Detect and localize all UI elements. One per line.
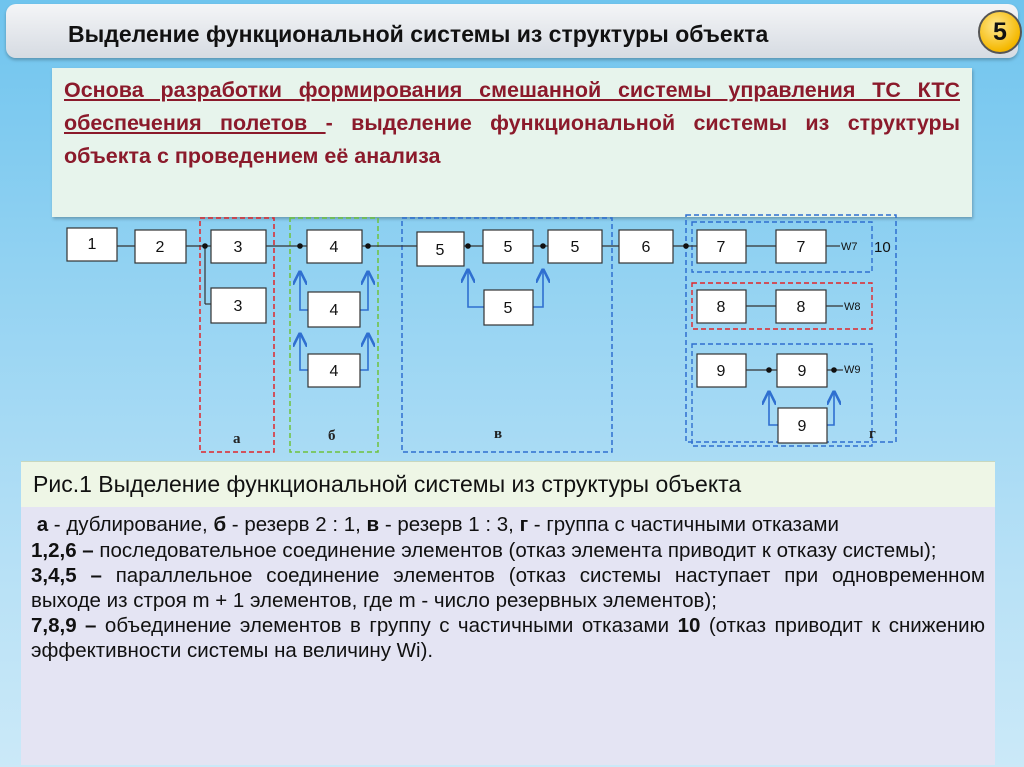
element-label-6: 6: [641, 239, 651, 256]
element-label-4c: 4: [329, 363, 339, 380]
group-label-a: а: [233, 431, 241, 447]
element-label-4b: 4: [329, 302, 339, 319]
element-label-9a: 9: [716, 363, 726, 380]
element-label-9b: 9: [797, 363, 807, 380]
legend-line-groups: [31, 513, 985, 538]
output-label-w7: W7: [841, 241, 858, 253]
intro-box: [52, 68, 972, 217]
output-label-w8: W8: [844, 301, 861, 313]
legend-text-v: - резерв 1 : 3,: [379, 513, 520, 536]
legend-box: [21, 507, 995, 765]
legend-text: [31, 513, 985, 664]
intro-rest: - выделение функциональной системы из структуры объекта с проведением её анализа: [64, 111, 960, 168]
legend-line-group: [31, 614, 985, 663]
legend-line-serial: [31, 539, 985, 564]
legend-key-b: б: [213, 513, 227, 536]
group-label-v: в: [494, 426, 503, 442]
legend-key-a: а: [36, 513, 49, 536]
element-label-7a: 7: [716, 239, 726, 256]
element-label-5b: 5: [503, 239, 513, 256]
reserve-arrows: [300, 270, 834, 425]
intro-text: [64, 74, 960, 173]
legend-text-group-tail: (отказ приводит к снижению эффективности системы на величину Wi).: [31, 614, 985, 662]
legend-text-b: - резерв 2 : 1,: [226, 513, 367, 536]
structure-diagram: [0, 212, 1024, 462]
legend-key-group: 7,8,9 –: [31, 614, 97, 637]
element-label-5c: 5: [570, 239, 580, 256]
legend-text-parallel: параллельное соединение элементов (отказ системы наступает при одновременном выходе из строя m + 1 элементов, где m - число резервных элементов);: [31, 564, 985, 612]
legend-key-g: г: [519, 513, 529, 536]
group-label-b: б: [328, 428, 336, 444]
output-label-w9: W9: [844, 364, 861, 376]
legend-text-a: - дублирование,: [48, 513, 214, 536]
element-label-7b: 7: [796, 239, 806, 256]
legend-key-v: в: [366, 513, 380, 536]
intro-underlined: Основа разработки формирования смешанной системы управления ТС КТС обеспечения полетов: [64, 78, 960, 135]
element-label-3b: 3: [233, 298, 243, 315]
legend-text-serial: последовательное соединение элементов (отказ элемента приводит к отказу системы);: [93, 538, 937, 562]
legend-text-group: объединение элементов в группу с частичными отказами: [96, 614, 678, 637]
title-bar: [6, 4, 1018, 58]
group-label-g: г: [869, 426, 876, 442]
figure-caption-box: [21, 461, 995, 508]
legend-line-parallel: [31, 564, 985, 613]
legend-text-g: - группа с частичными отказами: [528, 513, 839, 536]
group-number-10: 10: [874, 239, 891, 256]
element-label-1: 1: [87, 236, 97, 253]
element-label-8a: 8: [716, 299, 726, 316]
element-label-2: 2: [155, 239, 165, 256]
element-label-5d: 5: [503, 300, 513, 317]
legend-group-number: 10: [677, 614, 701, 637]
slide-number-badge: 5: [978, 10, 1022, 54]
element-label-3a: 3: [233, 239, 243, 256]
legend-key-serial: 1,2,6 –: [31, 538, 94, 562]
element-label-8b: 8: [796, 299, 806, 316]
slide-title: Выделение функциональной системы из структуры объекта: [68, 21, 769, 47]
element-label-5a: 5: [435, 242, 445, 259]
element-label-4a: 4: [329, 239, 339, 256]
legend-key-parallel: 3,4,5 –: [31, 564, 102, 587]
element-label-9c: 9: [797, 418, 807, 435]
figure-caption: Рис.1 Выделение функциональной системы из структуры объекта: [33, 471, 742, 497]
